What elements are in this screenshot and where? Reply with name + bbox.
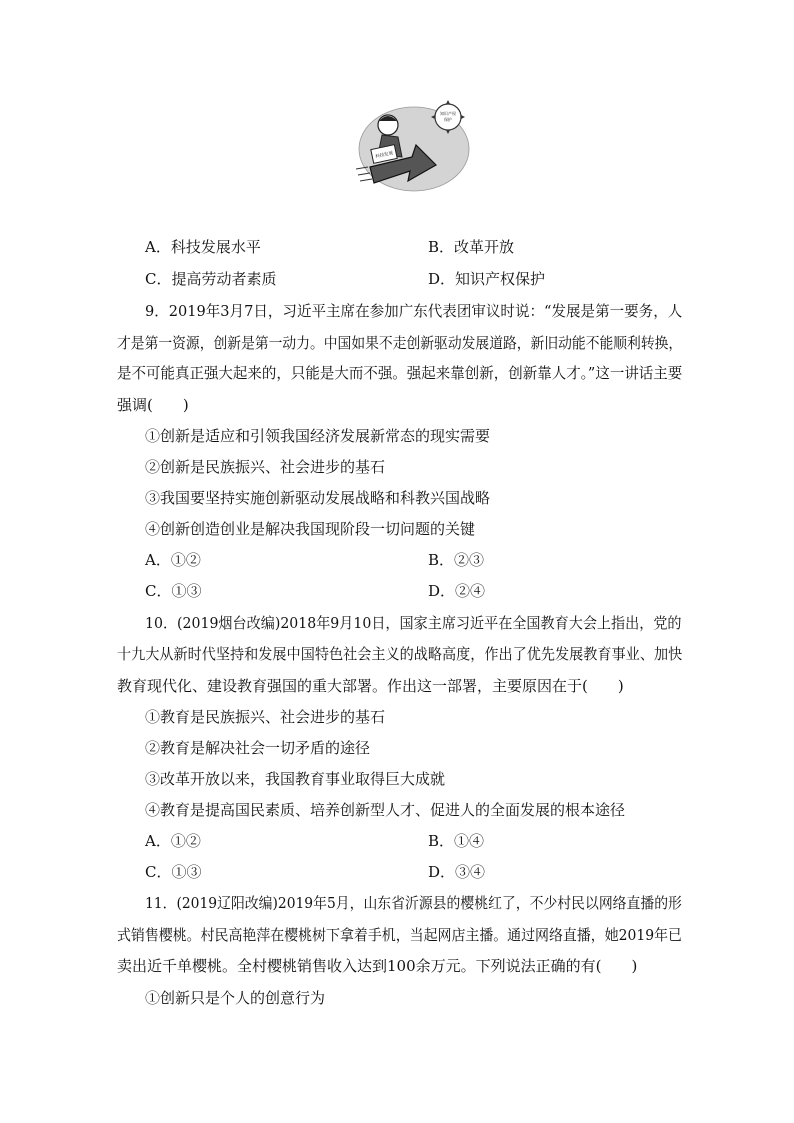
q8-option-a: A．科技发展水平 xyxy=(145,238,261,256)
q11-stem-line1: 11．(2019辽阳改编)2019年5月，山东省沂源县的樱桃红了，不少村民以网络直播的形 xyxy=(145,894,682,912)
q10-item-2: ②教育是解决社会一切矛盾的途径 xyxy=(145,739,371,757)
q10-option-a: A．①② xyxy=(145,832,201,850)
q9-option-a: A．①② xyxy=(145,551,201,569)
q9-item-2: ②创新是民族振兴、社会进步的基石 xyxy=(145,458,386,476)
q11-stem-line3: 卖出近千单樱桃。全村樱桃销售收入达到100余万元。下列说法正确的有( ) xyxy=(117,957,638,975)
q9-stem-line3: 是不可能真正强大起来的，只能是大而不强。强起来靠创新，创新靠人才。”这一讲话主要 xyxy=(117,364,683,382)
q9-stem-line1: 9．2019年3月7日，习近平主席在参加广东代表团审议时说：“发展是第一要务，人 xyxy=(145,302,683,320)
q9-stem-line4: 强调( ) xyxy=(117,396,189,414)
q10-item-4: ④教育是提高国民素质、培养创新型人才、促进人的全面发展的根本途径 xyxy=(145,801,626,819)
cartoon-illustration xyxy=(352,97,472,197)
q11-stem-line2: 式销售樱桃。村民高艳萍在樱桃树下拿着手机，当起网店主播。通过网络直播，她2019年已 xyxy=(117,926,683,944)
q8-option-d: D．知识产权保护 xyxy=(428,270,546,288)
q8-option-c: C．提高劳动者素质 xyxy=(145,270,277,288)
q9-item-4: ④创新创造创业是解决我国现阶段一切问题的关键 xyxy=(145,520,476,538)
q10-option-b: B．①④ xyxy=(428,832,485,850)
q10-stem-line1: 10．(2019烟台改编)2018年9月10日，国家主席习近平在全国教育大会上指出，党的 xyxy=(145,614,682,632)
q10-item-3: ③改革开放以来，我国教育事业取得巨大成就 xyxy=(145,770,446,788)
badge-text-line1: 知识产权 xyxy=(440,111,456,116)
q9-option-c: C．①③ xyxy=(145,582,202,600)
badge-text-line2: 保护 xyxy=(444,117,452,122)
book-label: 科技发展 xyxy=(374,151,394,160)
q9-item-3: ③我国要坚持实施创新驱动发展战略和科教兴国战略 xyxy=(145,489,491,507)
q8-option-b: B．改革开放 xyxy=(428,238,515,256)
q9-option-d: D．②④ xyxy=(428,582,486,600)
q10-stem-line3: 教育现代化、建设教育强国的重大部署。作出这一部署，主要原因在于( ) xyxy=(117,677,624,695)
q10-option-d: D．③④ xyxy=(428,863,486,881)
q10-item-1: ①教育是民族振兴、社会进步的基石 xyxy=(145,708,386,726)
q9-option-b: B．②③ xyxy=(428,551,485,569)
q10-option-c: C．①③ xyxy=(145,863,202,881)
q10-stem-line2: 十九大从新时代坚持和发展中国特色社会主义的战略高度，作出了优先发展教育事业、加快 xyxy=(117,645,683,663)
q9-stem-line2: 才是第一资源，创新是第一动力。中国如果不走创新驱动发展道路，新旧动能不能顺利转换， xyxy=(117,334,683,352)
q9-item-1: ①创新是适应和引领我国经济发展新常态的现实需要 xyxy=(145,427,491,445)
q11-item-1: ①创新只是个人的创意行为 xyxy=(145,989,326,1007)
